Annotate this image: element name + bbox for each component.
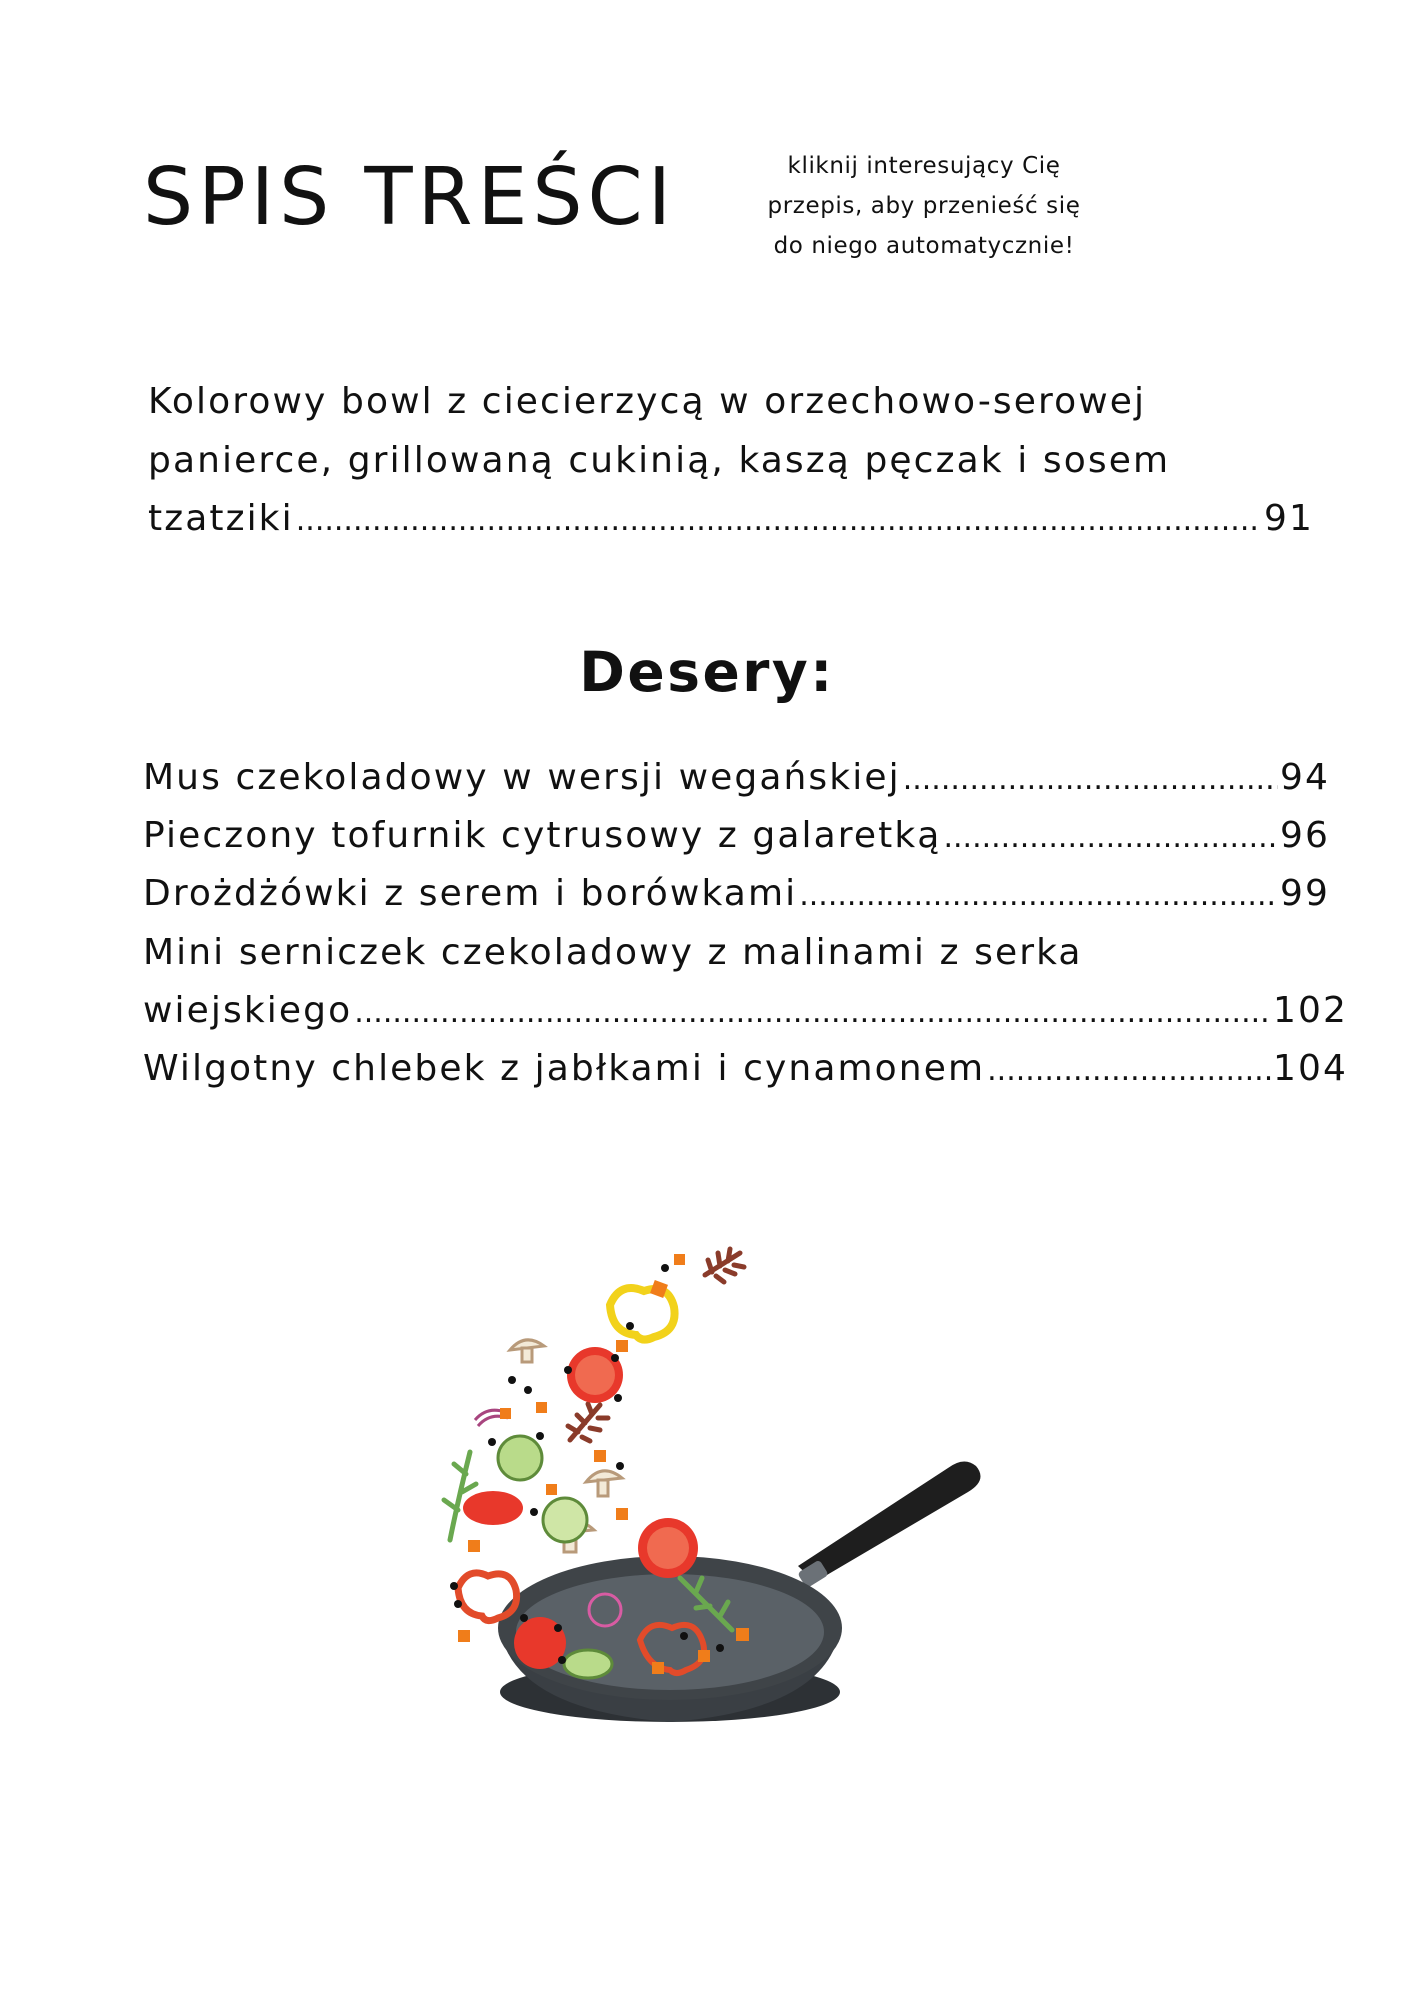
- dot-leader: [354, 993, 1271, 1029]
- dot-leader: [987, 1051, 1271, 1087]
- toc-entry-mini-cheesecake-line1[interactable]: Mini serniczek czekoladowy z malinami z serka: [143, 932, 1083, 973]
- toc-entry-chocolate-mousse[interactable]: [143, 757, 1330, 798]
- toc-entry-tofu-cheesecake[interactable]: [143, 815, 1330, 856]
- pan-handle-icon: [798, 1461, 981, 1582]
- toc-entry-bowl[interactable]: [148, 498, 1314, 539]
- page-title: SPIS TREŚCI: [143, 151, 677, 243]
- toc-entry-label: wiejskiego: [143, 990, 353, 1031]
- hint-line: kliknij interesujący Cię: [787, 153, 1061, 179]
- toc-page-number: 102: [1272, 990, 1348, 1031]
- toc-page-number: 94: [1279, 757, 1330, 798]
- toc-page-number: 99: [1279, 873, 1330, 914]
- toc-entry-label: tzatziki: [148, 498, 294, 539]
- toc-entry-bowl-line2[interactable]: panierce, grillowaną cukinią, kaszą pęczak i sosem: [148, 440, 1171, 481]
- cucumber-slice-icon: [543, 1498, 587, 1542]
- toc-entry-label: Drożdżówki z serem i borówkami: [143, 873, 798, 914]
- tomato-flesh-icon: [647, 1527, 689, 1569]
- mushroom-icon: [586, 1471, 622, 1496]
- toc-page-number: 96: [1279, 815, 1330, 856]
- arugula-leaf-icon: [705, 1249, 744, 1282]
- yellow-pepper-ring-icon: [610, 1288, 675, 1340]
- dot-leader: [943, 818, 1278, 854]
- tomato-flesh-icon: [575, 1355, 615, 1395]
- toc-page-number: 104: [1272, 1048, 1348, 1089]
- toc-entry-label: Wilgotny chlebek z jabłkami i cynamonem: [143, 1048, 986, 1089]
- toc-entry-label: Mus czekoladowy w wersji wegańskiej: [143, 757, 901, 798]
- red-pepper-ring-icon: [458, 1573, 517, 1621]
- toc-entry-mini-cheesecake[interactable]: [143, 990, 1348, 1031]
- toc-entry-label: Pieczony tofurnik cytrusowy z galaretką: [143, 815, 942, 856]
- toc-page-number: 91: [1263, 498, 1314, 539]
- cucumber-slice-icon: [498, 1436, 542, 1480]
- dot-leader: [296, 501, 1262, 537]
- hint-line: przepis, aby przenieść się: [767, 193, 1081, 219]
- mushroom-icon: [510, 1340, 544, 1362]
- toc-entry-yeast-buns[interactable]: [143, 873, 1330, 914]
- toc-entry-apple-bread[interactable]: [143, 1048, 1348, 1089]
- navigation-hint: [738, 146, 1110, 266]
- frying-pan-illustration: [420, 1230, 1020, 1790]
- section-title-desserts: Desery:: [579, 640, 835, 704]
- tomato-slice-icon: [463, 1491, 523, 1525]
- hint-line: do niego automatycznie!: [773, 233, 1075, 259]
- dot-leader: [903, 760, 1278, 796]
- arugula-leaf-icon: [568, 1404, 608, 1441]
- dot-leader: [799, 876, 1278, 912]
- toc-entry-bowl-line1[interactable]: Kolorowy bowl z ciecierzycą w orzechowo-serowej: [148, 381, 1147, 422]
- cucumber-slice-icon: [564, 1650, 612, 1678]
- herb-sprig-icon: [444, 1452, 476, 1540]
